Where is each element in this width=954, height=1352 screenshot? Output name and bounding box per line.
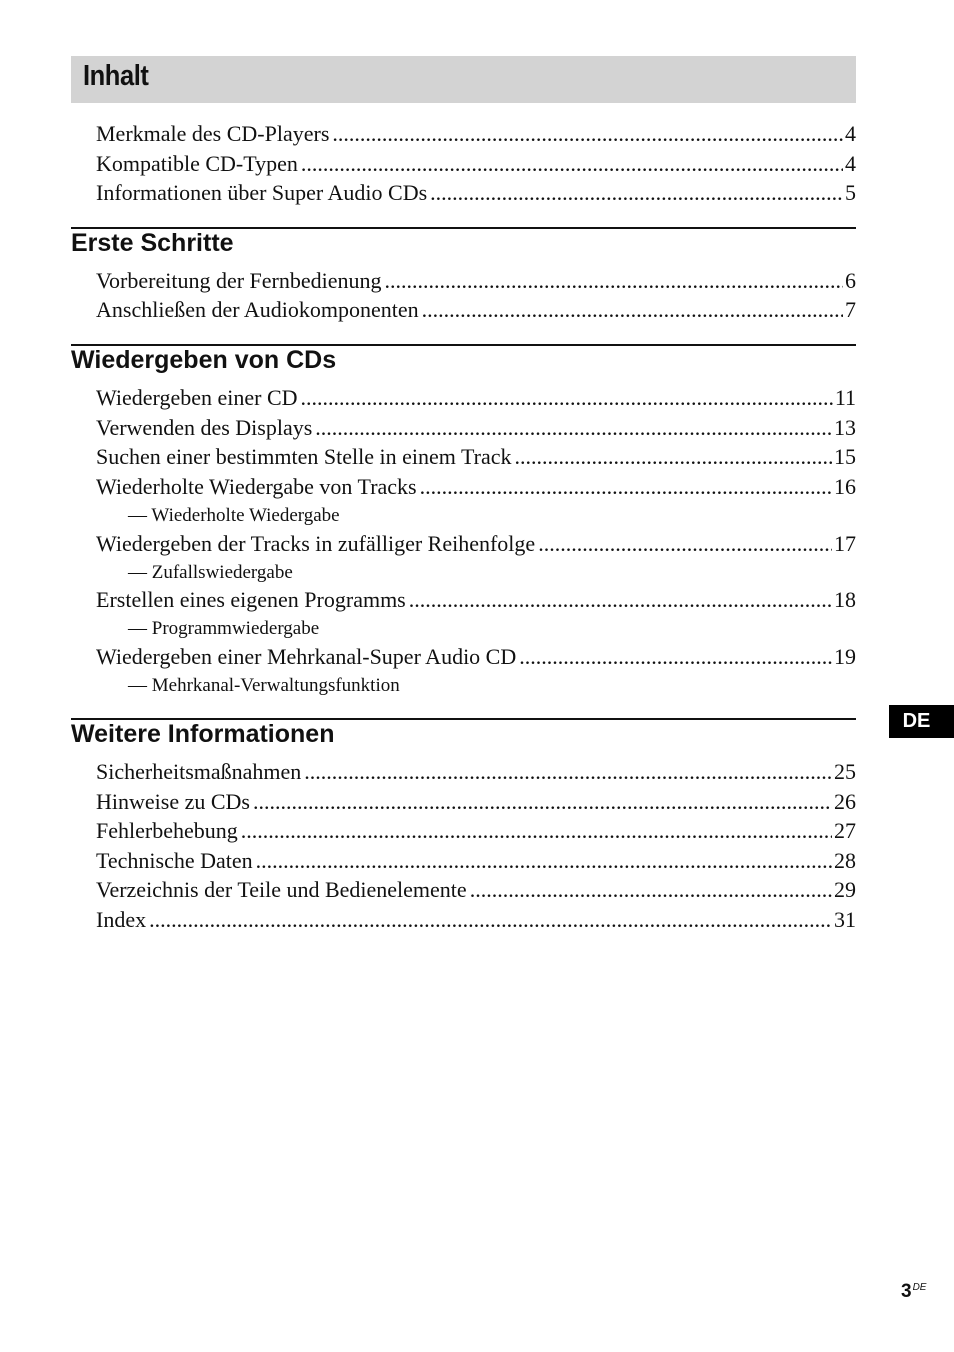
toc-entry-label: Kompatible CD-Typen [96,151,298,176]
toc-entry-label: Informationen über Super Audio CDs [96,180,428,205]
toc-entry[interactable] [96,531,856,557]
toc-entry-label: Sicherheitsmaßnahmen [96,759,302,784]
toc-leader-dots [519,644,832,670]
toc-entry-page: 18 [834,587,856,612]
toc-entry-label: Index [96,907,147,932]
toc-leader-dots [149,907,832,933]
toc-entry[interactable] [96,474,856,500]
toc-entry[interactable] [96,121,856,147]
page-number-value: 3 [901,1281,912,1302]
toc-leader-dots [304,759,832,785]
toc-entry-page: 28 [834,848,856,873]
toc-leader-dots [241,818,832,844]
toc-entry-label: Verzeichnis der Teile und Bedienelemente [96,877,467,902]
toc-entry-label: Wiedergeben der Tracks in zufälliger Reihenfolge [96,531,536,556]
language-tab: DE [889,705,954,738]
toc-entry-label: Hinweise zu CDs [96,789,250,814]
toc-leader-dots [332,121,843,147]
toc-entry[interactable] [96,444,856,470]
toc-entry-page: 15 [834,444,856,469]
toc-entry[interactable] [96,180,856,206]
page-number [901,1281,926,1303]
toc-entry-label: Vorbereitung der Fernbedienung [96,268,382,293]
toc-entry-label: Erstellen eines eigenen Programms [96,587,406,612]
toc-leader-dots [385,268,843,294]
toc-entry-subtitle: — Zufallswiedergabe [128,562,293,583]
toc-entry[interactable] [96,877,856,903]
section-heading-text: Weitere Informationen [71,720,335,748]
toc-entry-label: Technische Daten [96,848,253,873]
toc-entry-label: Wiedergeben einer CD [96,385,298,410]
toc-entry-page: 4 [845,121,856,146]
toc-entry-label: Fehlerbehebung [96,818,238,843]
toc-entry-page: 11 [834,385,856,410]
toc-title-bar [71,56,856,103]
toc-entry-page: 5 [845,180,856,205]
toc-entry[interactable] [96,789,856,815]
toc-entry[interactable] [96,587,856,613]
section-heading-text: Erste Schritte [71,229,234,257]
toc-entry-label: Suchen einer bestimmten Stelle in einem Track [96,444,512,469]
toc-entry-page: 27 [834,818,856,843]
toc-leader-dots [430,180,843,206]
section-heading [71,344,856,374]
toc-entry-page: 7 [845,297,856,322]
toc-entry-page: 31 [834,907,856,932]
toc-entry-label: Merkmale des CD-Players [96,121,330,146]
toc-entry-subtitle: — Mehrkanal-Verwaltungsfunktion [128,675,400,696]
toc-entry[interactable] [96,297,856,323]
toc-entry[interactable] [96,268,856,294]
toc-leader-dots [253,789,832,815]
toc-leader-dots [409,587,832,613]
toc-entry-label: Wiederholte Wiedergabe von Tracks [96,474,417,499]
page-number-suffix: DE [912,1282,927,1293]
toc-leader-dots [420,474,832,500]
toc-leader-dots [470,877,832,903]
toc-entry[interactable] [96,848,856,874]
section-heading [71,718,856,748]
toc-entry[interactable] [96,759,856,785]
toc-leader-dots [514,444,832,470]
section-heading [71,227,856,257]
toc-entry[interactable] [96,385,856,411]
toc-entry-page: 25 [834,759,856,784]
toc-entry[interactable] [96,818,856,844]
toc-leader-dots [301,385,833,411]
section-heading-text: Wiedergeben von CDs [71,346,337,374]
toc-entry[interactable] [96,151,856,177]
toc-entry[interactable] [96,907,856,933]
toc-entry-page: 17 [834,531,856,556]
toc-entry-page: 4 [845,151,856,176]
toc-entry[interactable] [96,415,856,441]
toc-leader-dots [538,531,832,557]
toc-leader-dots [315,415,832,441]
toc-entry-page: 6 [845,268,856,293]
toc-leader-dots [256,848,832,874]
toc-entry-label: Wiedergeben einer Mehrkanal-Super Audio CD [96,644,517,669]
toc-entry-page: 29 [834,877,856,902]
toc-entry-page: 19 [834,644,856,669]
toc-entry-page: 26 [834,789,856,814]
toc-entry-subtitle: — Programmwiedergabe [128,618,320,639]
page-title: Inhalt [83,60,149,92]
toc-entry-page: 13 [834,415,856,440]
toc-entry-subtitle: — Wiederholte Wiedergabe [128,505,340,526]
toc-leader-dots [301,151,843,177]
toc-leader-dots [422,297,843,323]
toc-entry[interactable] [96,644,856,670]
toc-entry-label: Verwenden des Displays [96,415,313,440]
toc-entry-label: Anschließen der Audiokomponenten [96,297,419,322]
toc-entry-page: 16 [834,474,856,499]
